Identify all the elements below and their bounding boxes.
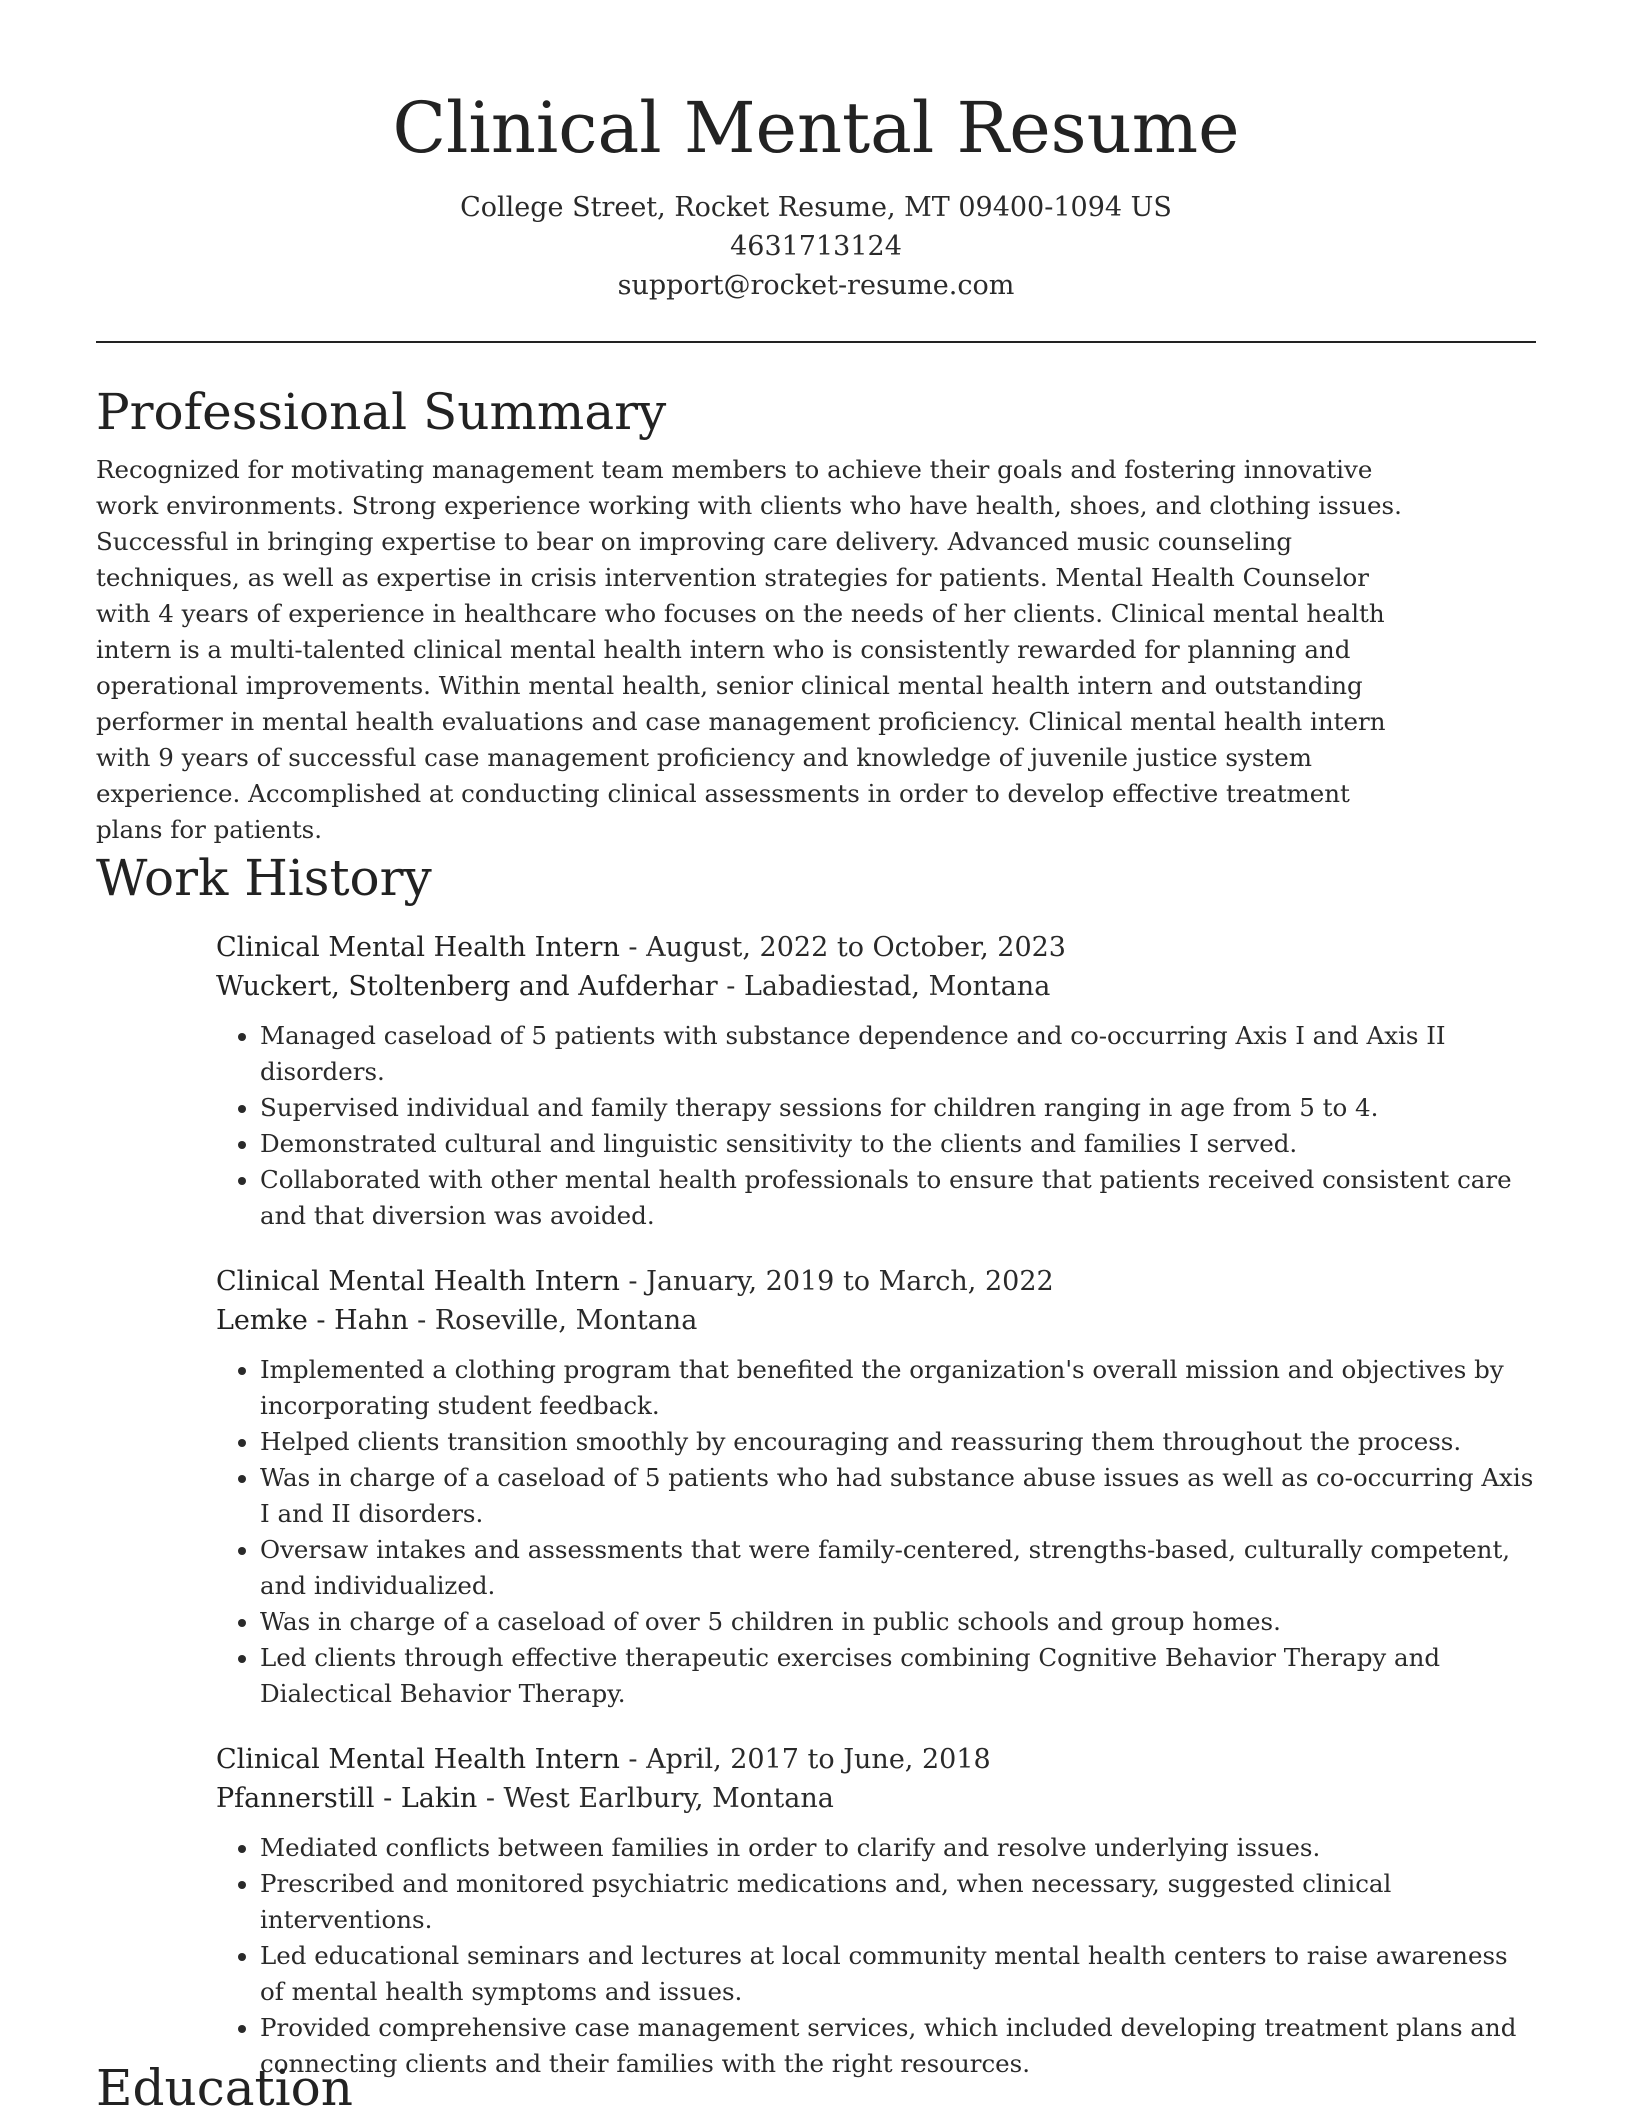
- summary-section: [96, 380, 1536, 848]
- job-role: Clinical Mental Health Intern: [216, 1266, 620, 1297]
- job-company-line: [216, 1779, 1536, 1818]
- job-bullet: • Led clients through effective therapeutic exercises combining Cognitive Behavior Therapy and Dialectical Behavior Therapy.: [260, 1640, 1536, 1712]
- job-dates: - April, 2017 to June, 2018: [619, 1744, 991, 1775]
- education-title: Education: [96, 2059, 353, 2117]
- job-title-line: [216, 1740, 1536, 1779]
- job-entry: [216, 1740, 1536, 2082]
- job-bullet: • Implemented a clothing program that benefited the organization's overall mission and objectives by incorporating student feedback.: [260, 1352, 1536, 1424]
- work-history-section: [96, 846, 1536, 2082]
- job-bullet: • Managed caseload of 5 patients with substance dependence and co-occurring Axis I and Axis II disorders.: [260, 1018, 1536, 1090]
- job-title-line: [216, 928, 1536, 967]
- job-bullet: • Provided comprehensive case management services, which included developing treatment plans and connecting clients and their families with the right resources.: [260, 2010, 1536, 2082]
- header-divider: [96, 341, 1536, 343]
- job-bullet: • Demonstrated cultural and linguistic sensitivity to the clients and families I served.: [260, 1126, 1536, 1162]
- job-bullet: • Was in charge of a caseload of over 5 children in public schools and group homes.: [260, 1604, 1536, 1640]
- contact-phone: 4631713124: [730, 231, 902, 262]
- job-bullet-list: [216, 1830, 1536, 2082]
- job-location: - Roseville, Montana: [408, 1305, 698, 1336]
- job-role: Clinical Mental Health Intern: [216, 1744, 620, 1775]
- job-bullet-list: [216, 1018, 1536, 1234]
- resume-header: [0, 0, 1632, 305]
- job-bullet: • Supervised individual and family therapy sessions for children ranging in age from 5 to 4.: [260, 1090, 1536, 1126]
- resume-name: Clinical Mental Resume: [392, 87, 1240, 169]
- job-bullet: • Mediated conflicts between families in order to clarify and resolve underlying issues.: [260, 1830, 1536, 1866]
- contact-block: [0, 188, 1632, 305]
- work-history-title: Work History: [96, 849, 432, 907]
- job-dates: - August, 2022 to October, 2023: [619, 932, 1066, 963]
- education-section: [96, 2056, 1536, 2120]
- job-company: Pfannerstill - Lakin: [216, 1783, 478, 1814]
- job-company: Wuckert, Stoltenberg and Aufderhar: [216, 971, 718, 1002]
- summary-text: Recognized for motivating management team members to achieve their goals and fostering innovative work environments. Strong experience working with clients who have health, shoes, and clothing issues. Successful in bringing expertise to bear on improving care delivery. Advanced music counseling techniques, as well as expertise in crisis intervention strategies for patients. Mental Health Counselor with 4 years of experience in healthcare who focuses on the needs of her clients. Clinical mental health intern is a multi-talented clinical mental health intern who is consistently rewarded for planning and operational improvements. Within mental health, senior clinical mental health intern and outstanding performer in mental health evaluations and case management proficiency. Clinical mental health intern with 9 years of successful case management proficiency and knowledge of juvenile justice system experience. Accomplished at conducting clinical assessments in order to develop effective treatment plans for patients.: [96, 455, 1402, 844]
- job-role: Clinical Mental Health Intern: [216, 932, 620, 963]
- job-bullet-list: [216, 1352, 1536, 1712]
- contact-address: College Street, Rocket Resume, MT 09400-1094 US: [460, 192, 1172, 223]
- job-location: - Labadiestad, Montana: [717, 971, 1051, 1002]
- job-entry: [216, 1262, 1536, 1712]
- job-bullet: • Prescribed and monitored psychiatric medications and, when necessary, suggested clinical interventions.: [260, 1866, 1536, 1938]
- contact-email: support@rocket-resume.com: [617, 270, 1015, 301]
- job-company-line: [216, 967, 1536, 1006]
- summary-title: Professional Summary: [96, 383, 667, 441]
- job-bullet: • Collaborated with other mental health professionals to ensure that patients received consistent care and that diversion was avoided.: [260, 1162, 1536, 1234]
- job-location: - West Earlbury, Montana: [477, 1783, 834, 1814]
- job-bullet: • Was in charge of a caseload of 5 patients who had substance abuse issues as well as co-occurring Axis I and II disorders.: [260, 1460, 1536, 1532]
- job-bullet: • Oversaw intakes and assessments that were family-centered, strengths-based, culturally competent, and individualized.: [260, 1532, 1536, 1604]
- job-company: Lemke - Hahn: [216, 1305, 409, 1336]
- job-bullet: • Helped clients transition smoothly by encouraging and reassuring them throughout the process.: [260, 1424, 1536, 1460]
- job-bullet: • Led educational seminars and lectures at local community mental health centers to raise awareness of mental health symptoms and issues.: [260, 1938, 1536, 2010]
- job-dates: - January, 2019 to March, 2022: [619, 1266, 1054, 1297]
- job-title-line: [216, 1262, 1536, 1301]
- job-entry: [216, 928, 1536, 1234]
- job-company-line: [216, 1301, 1536, 1340]
